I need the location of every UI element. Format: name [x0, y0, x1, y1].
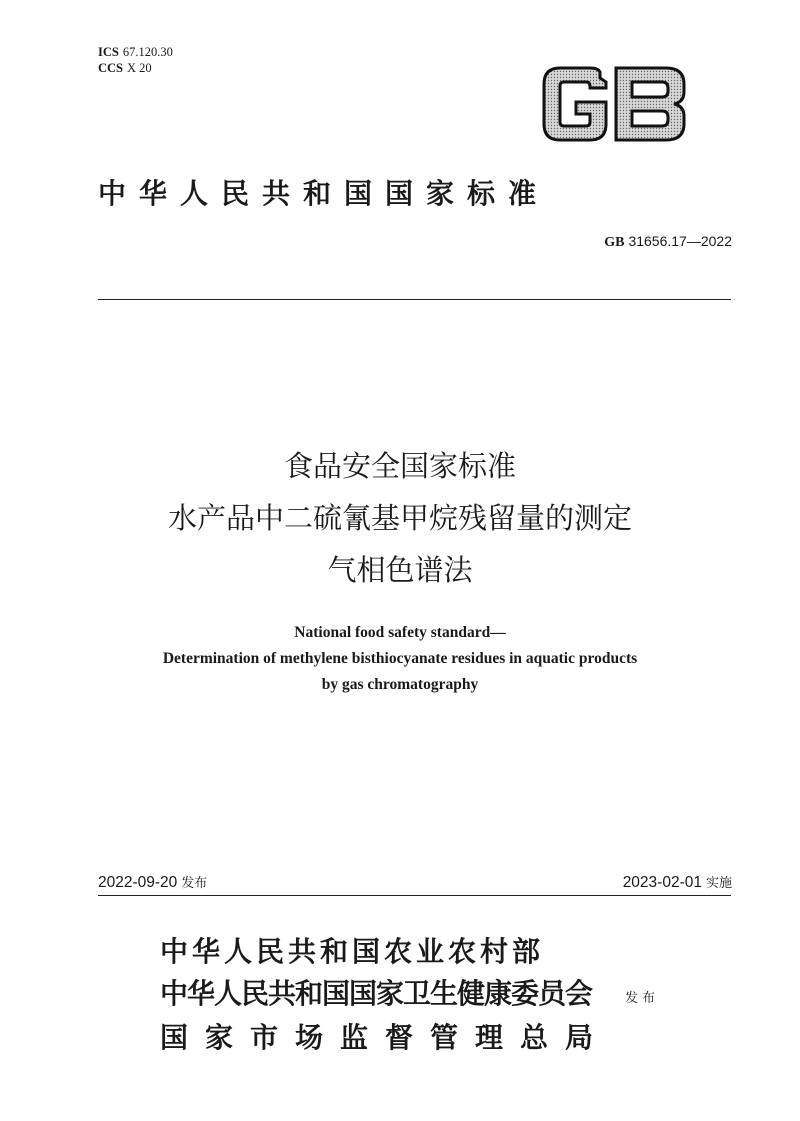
top-divider	[98, 299, 731, 300]
national-standard-heading: 中华人民共和国国家标准	[98, 177, 550, 210]
classification-codes	[98, 44, 173, 76]
cn-title-line-2: 水产品中二硫氰基甲烷残留量的测定	[167, 501, 632, 535]
cn-title-line-3: 气相色谱法	[327, 553, 473, 587]
issuer-samr: 国家市场监督管理总局	[160, 1021, 611, 1054]
en-title-line-3: by gas chromatography	[321, 676, 479, 693]
issue-date: 2022-09-20 发布	[98, 874, 208, 891]
issuer-nhc: 中华人民共和国国家卫生健康委员会	[160, 977, 593, 1010]
en-title-line-1: National food safety standard—	[294, 624, 506, 641]
cn-title-line-1: 食品安全国家标准	[283, 449, 516, 483]
ics-code: ICS 67.120.30	[98, 45, 173, 59]
en-title-line-2: Determination of methylene bisthiocyanate residues in aquatic products	[162, 650, 638, 667]
standard-number: GB 31656.17—2022	[604, 233, 732, 250]
bottom-divider	[98, 895, 731, 896]
issuer-moa: 中华人民共和国农业农村部	[160, 935, 545, 968]
effective-date: 2023-02-01 实施	[622, 874, 732, 891]
ccs-code: CCS X 20	[98, 61, 152, 75]
issuers-issue-label: 发布	[625, 991, 660, 1006]
gb-logo	[538, 64, 688, 144]
